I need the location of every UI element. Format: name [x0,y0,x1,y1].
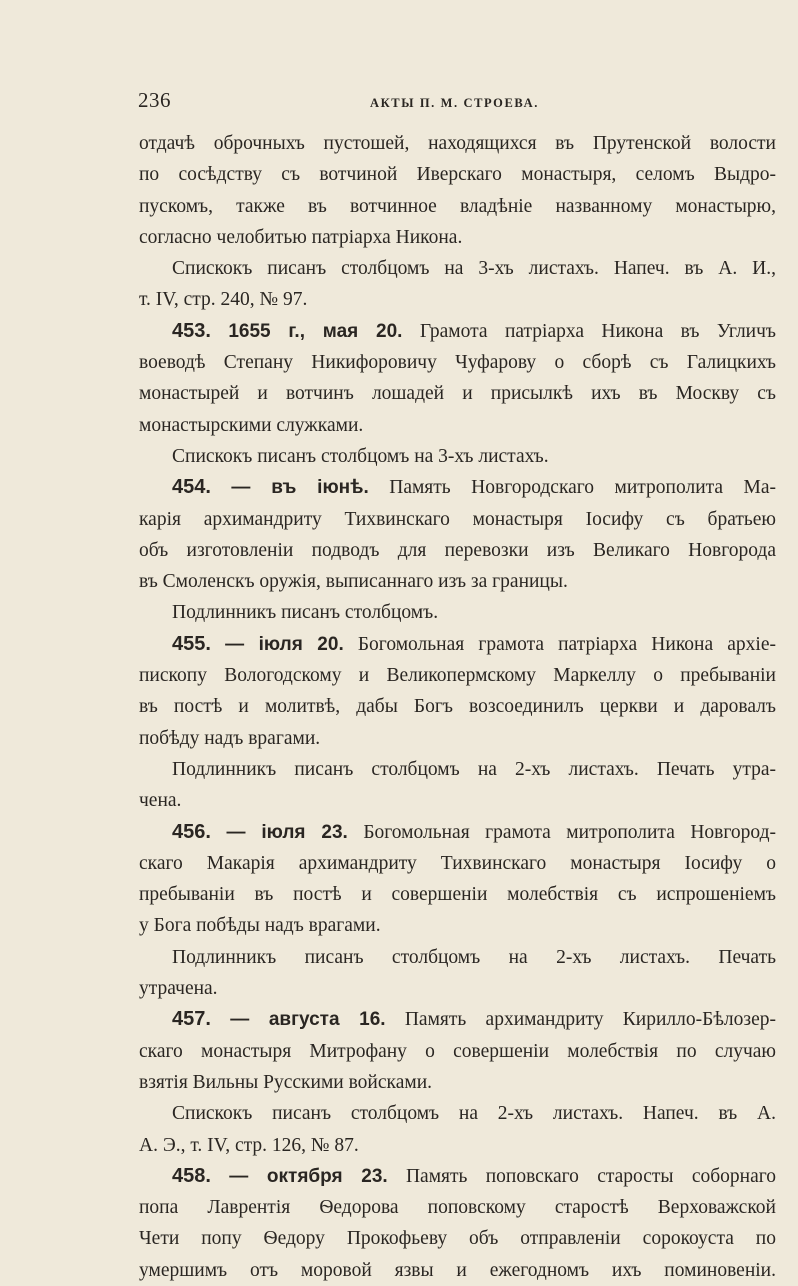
text-line: Подлинникъ писанъ столбцомъ. [172,602,439,624]
entry-date: — іюля 20. [225,633,344,655]
text-line: побѣду надъ врагами. [139,727,321,749]
text-line: Подлинникъ писанъ столбцомъ на 2-хъ листахъ. Печать [172,946,776,968]
text-line: Спискокъ писанъ столбцомъ на 3-хъ листахъ. Напеч. въ А. И., [172,258,776,280]
page-number: 236 [138,88,171,112]
entry-date: — іюля 23. [226,821,348,843]
text-line: чена. [139,790,182,812]
entry-heading-453: 453. 1655 г., мая 20. Грамота патріарха Никона въ Угличъ [172,319,776,342]
text-line: умершимъ отъ моровой язвы и ежегодномъ ихъ поминовеніи. [139,1259,776,1281]
entry-date: — августа 16. [230,1009,386,1031]
text-line: пребываніи въ постѣ и совершеніи молебствія съ испрошеніемъ [139,884,776,906]
text-line: утрачена. [139,978,218,1000]
text-line: въ Смоленскъ оружія, выписаннаго изъ за границы. [139,571,568,593]
text-line: пускомъ, также въ вотчинное владѣніе названному монастырю, [139,195,776,217]
text-line: у Бога побѣды надъ врагами. [139,915,381,937]
page-header [130,88,698,116]
entry-heading-455: 455. — іюля 20. Богомольная грамота патріарха Никона архіе- [172,632,776,655]
text-line: Подлинникъ писанъ столбцомъ на 2-хъ листахъ. Печать утра- [172,758,776,780]
entry-heading-457: 457. — августа 16. Память архимандриту Кирилло-Бѣлозер- [172,1008,776,1031]
text-line: попа Лаврентія Ѳедорова поповскому старостѣ Верховажской [139,1197,776,1219]
text-line: монастырей и вотчинъ лошадей и присылкѣ ихъ въ Москву съ [139,383,776,405]
entry-heading-458: 458. — октября 23. Память поповскаго старосты соборнаго [172,1164,776,1187]
text-line: взятія Вильны Русскими войсками. [139,1071,433,1093]
text-line: А. Э., т. IV, стр. 126, № 87. [139,1134,359,1156]
entry-number: 455. [172,632,211,655]
text-line: по сосѣдству съ вотчиной Иверскаго монастыря, селомъ Выдро- [139,164,776,186]
text-line: т. IV, стр. 240, № 97. [139,289,308,311]
entry-heading-454: 454. — въ іюнѣ. Память Новгородскаго митрополита Ма- [172,476,776,499]
text-line: отдачѣ оброчныхъ пустошей, находящихся въ Прутенской волости [139,133,776,154]
entry-number: 453. [172,319,211,342]
entry-number: 456. [172,820,211,843]
entry-date: — въ іюнѣ. [231,477,369,499]
text-line: скаго монастыря Митрофану о совершеніи молебствія по случаю [139,1040,776,1062]
text-line: Спискокъ писанъ столбцомъ на 2-хъ листахъ. Напеч. въ А. [172,1103,776,1125]
text-line: Спискокъ писанъ столбцомъ на 3-хъ листахъ. [172,445,549,467]
text-line: скаго Макарія архимандриту Тихвинскаго монастыря Іосифу о [139,852,776,874]
entry-date: — октября 23. [229,1165,388,1187]
document-body [139,128,776,1286]
text-line: Чети попу Ѳедору Прокофьеву объ отправленіи сорокоуста по [139,1228,776,1250]
text-line: монастырскими служками. [139,414,364,436]
entry-heading-456: 456. — іюля 23. Богомольная грамота митрополита Новгород- [172,820,776,843]
text-line: карія архимандриту Тихвинскаго монастыря Іосифу съ братьею [139,508,776,530]
entry-number: 454. [172,476,211,499]
text-line: въ постѣ и молитвѣ, дабы Богъ возсоединилъ церкви и даровалъ [139,696,776,718]
text-line: воеводѣ Степану Никифоровичу Чуфарову о сборѣ съ Галицкихъ [139,352,776,374]
text-line: пископу Вологодскому и Великопермскому Маркеллу о пребываніи [139,665,776,687]
text-line: согласно челобитью патріарха Никона. [139,226,463,248]
entry-number: 458. [172,1164,211,1187]
entry-date: 1655 г., мая 20. [228,320,403,342]
text-line: объ изготовленіи подводъ для перевозки изъ Великаго Новгорода [139,539,776,561]
running-head: АКТЫ П. М. СТРОЕВА. [370,96,539,110]
entry-number: 457. [172,1008,211,1031]
